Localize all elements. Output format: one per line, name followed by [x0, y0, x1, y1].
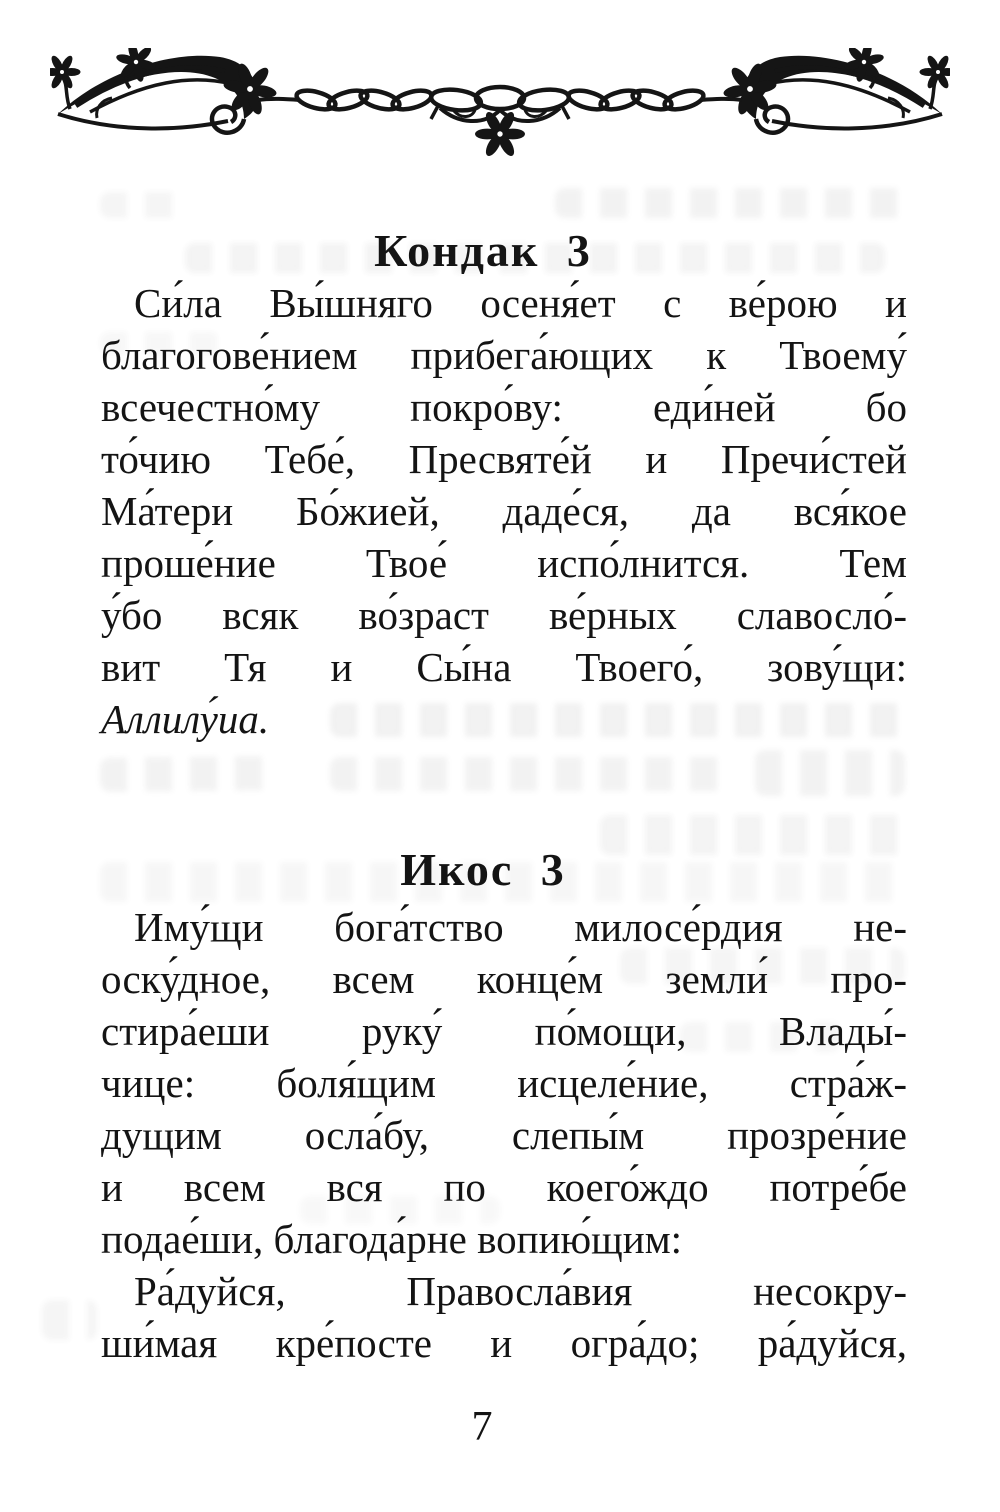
text-line: подае́ши, благода́рне вопию́щим: [101, 1216, 683, 1262]
text-line: дущим осла́бу, слепы́м прозре́ние [101, 1112, 907, 1158]
bleed-through-artifact [100, 192, 190, 218]
text-line: у́бо всяк во́зраст ве́рных славосло́- [101, 592, 907, 638]
text-line: то́чию Тебе́, Пресвяте́й и Пречи́стей [101, 436, 907, 482]
text-line: благогове́нием прибега́ющих к Твоему́ [101, 332, 907, 378]
kondak-paragraph [101, 277, 907, 745]
section-title-ikos: Икос 3 [400, 844, 566, 896]
text-line: вит Тя и Сы́на Твоего́, зову́щи: [101, 644, 907, 690]
text-line: Си́ла Вы́шняго осеня́ет с ве́рою и [134, 280, 907, 326]
text-line: проше́ние Твое́ испо́лнится. Тем [101, 540, 907, 586]
bleed-through-artifact [330, 757, 730, 791]
text-line: оску́дное, всем конце́м земли́ про- [101, 956, 907, 1002]
text-line: ши́мая кре́посте и огра́до; ра́дуйся, [101, 1320, 907, 1366]
text-line-alleluia: Аллилу́иа. [101, 696, 270, 742]
text-line: всечестно́му покро́ву: еди́ней бо [101, 384, 907, 430]
bleed-through-artifact [42, 1300, 97, 1340]
text-line: стира́еши руку́ по́мощи, Влады́- [101, 1008, 907, 1054]
text-line: Иму́щи бога́тство милосе́рдия не- [134, 904, 907, 950]
bleed-through-artifact [755, 750, 905, 796]
bleed-through-artifact [555, 188, 905, 218]
text-line: чице: боля́щим исцеле́ние, стра́ж- [101, 1060, 907, 1106]
raduysya-paragraph [101, 1265, 907, 1369]
page-number: 7 [471, 1404, 493, 1450]
ikos-paragraph [101, 901, 907, 1265]
section-title-kondak: Кондак 3 [374, 225, 592, 277]
text-line: и всем вся по коего́ждо потре́бе [101, 1164, 907, 1210]
text-line: Ма́тери Бо́жией, даде́ся, да вся́кое [101, 488, 907, 534]
bleed-through-artifact [100, 756, 270, 792]
floral-divider-icon [50, 48, 950, 168]
text-line: Ра́дуйся, Правосла́вия несокру- [134, 1268, 907, 1314]
